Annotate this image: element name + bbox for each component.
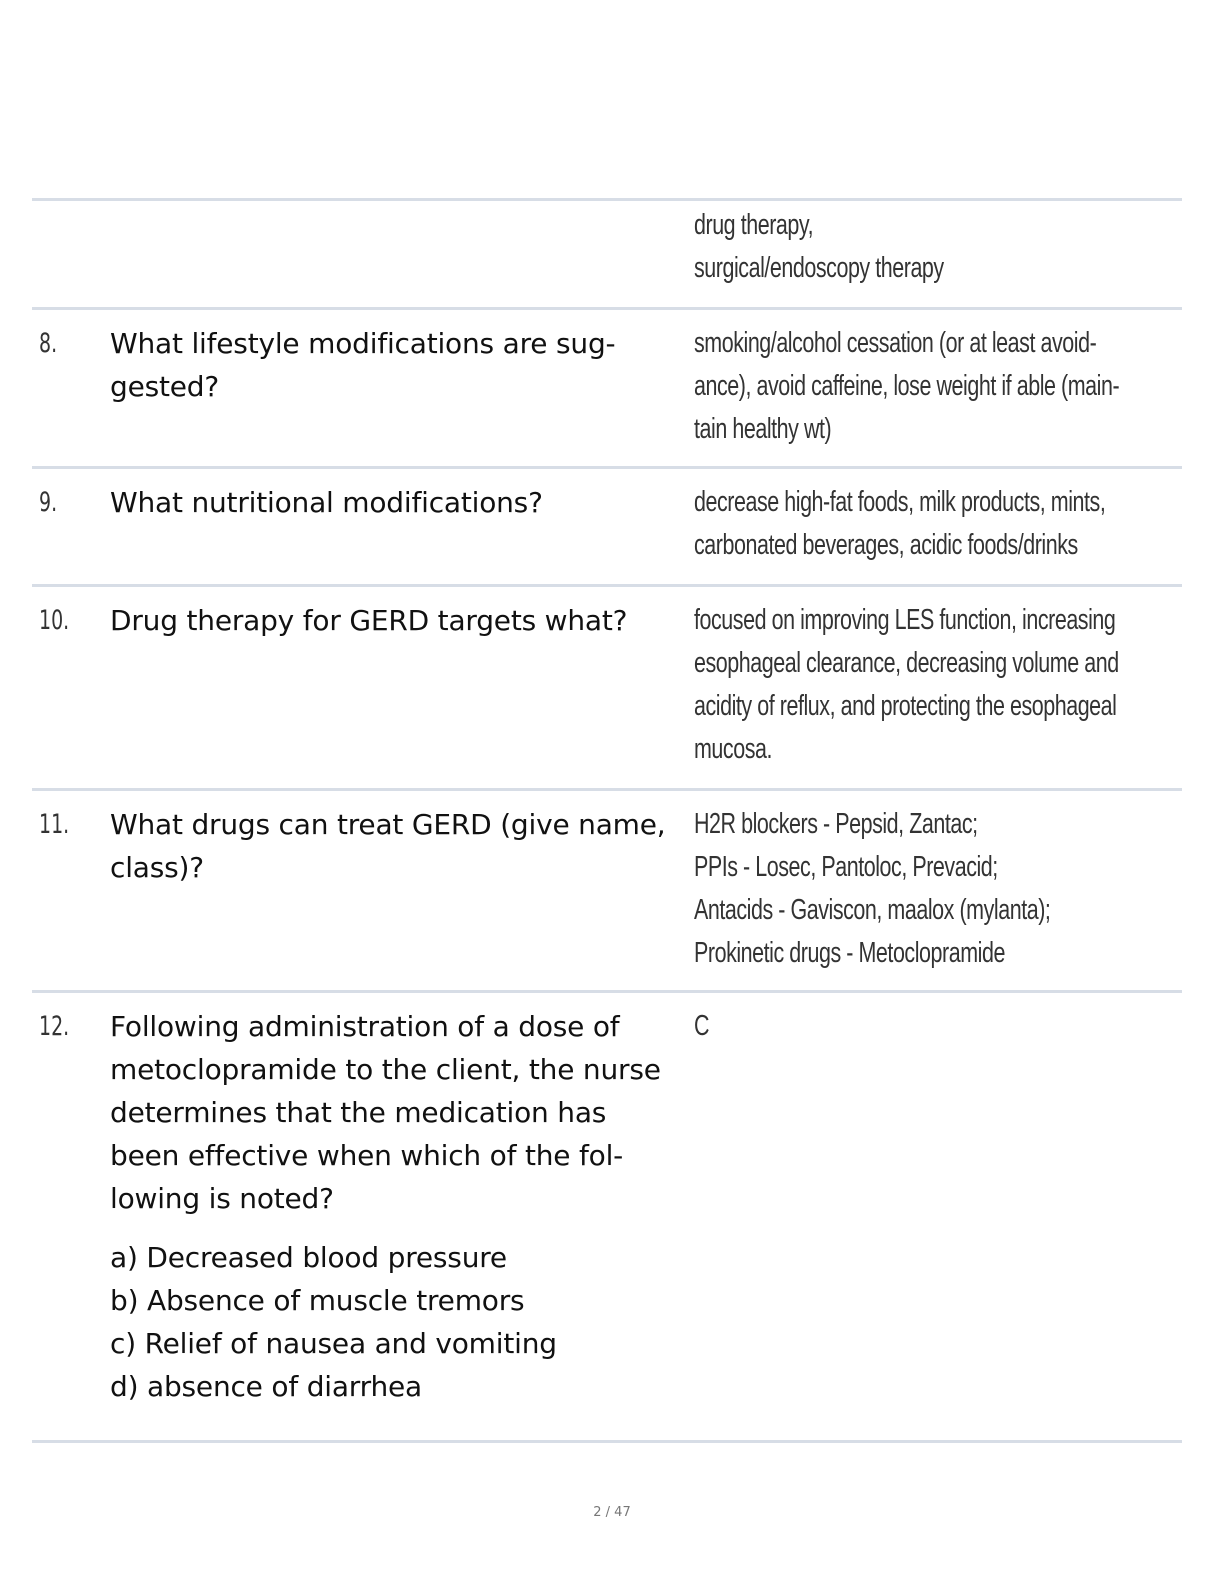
question-line: What nutritional modifications? [110,486,543,519]
question-line: Following administration of a dose of [110,1010,620,1043]
question-line: What lifestyle modifications are sug- [110,327,616,360]
row-number: 11. [39,809,70,840]
table-row [32,990,1182,1443]
question-line: lowing is noted? [110,1182,334,1215]
answer-text [694,993,1182,1440]
row-number: 10. [39,605,70,636]
table-row [32,584,1182,788]
answer-line: decrease high-fat foods, milk products, mints, [694,486,1106,518]
row-number: 9. [39,487,58,518]
table-row [32,198,1182,307]
answer-line: tain healthy wt) [694,413,832,445]
question-text [110,201,694,307]
question-text [110,587,694,788]
question-line: class)? [110,851,204,884]
answer-line: H2R blockers - Pepsid, Zantac; [694,808,978,840]
row-number: 12. [39,1011,70,1042]
question-text [110,469,694,584]
answer-options [110,1236,694,1408]
flashcard-table [32,198,1182,1443]
answer-line: focused on improving LES function, increasing [694,604,1116,636]
question-text [110,310,694,466]
question-text [110,791,694,990]
answer-text [694,469,1182,584]
answer-line: carbonated beverages, acidic foods/drinks [694,529,1078,561]
answer-line: ance), avoid caffeine, lose weight if able (main- [694,370,1120,402]
page-number: 2 / 47 [593,1505,631,1520]
question-line: determines that the medication has [110,1096,607,1129]
question-text [110,993,694,1440]
answer-line: Prokinetic drugs - Metoclopramide [694,937,1005,969]
table-row [32,466,1182,584]
option-b: b) Absence of muscle tremors [110,1284,525,1317]
answer-line: drug therapy, [694,209,814,241]
answer-text [694,791,1182,990]
option-a: a) Decreased blood pressure [110,1241,507,1274]
answer-line: esophageal clearance, decreasing volume and [694,647,1119,679]
answer-line: C [694,1010,710,1042]
answer-line: smoking/alcohol cessation (or at least avoid- [694,327,1097,359]
row-number [32,201,93,307]
answer-line: surgical/endoscopy therapy [694,252,944,284]
question-line: been effective when which of the fol- [110,1139,624,1172]
table-row [32,307,1182,466]
answer-text [694,201,1182,307]
question-line: gested? [110,370,220,403]
question-line: metoclopramide to the client, the nurse [110,1053,661,1086]
question-line: What drugs can treat GERD (give name, [110,808,666,841]
answer-line: acidity of reflux, and protecting the esophageal [694,690,1117,722]
table-row [32,788,1182,990]
question-line: Drug therapy for GERD targets what? [110,604,628,637]
answer-text [694,310,1182,466]
answer-line: mucosa. [694,733,773,765]
row-number: 8. [39,328,58,359]
option-c: c) Relief of nausea and vomiting [110,1327,557,1360]
answer-line: PPIs - Losec, Pantoloc, Prevacid; [694,851,998,883]
option-d: d) absence of diarrhea [110,1370,422,1403]
answer-line: Antacids - Gaviscon, maalox (mylanta); [694,894,1051,926]
answer-text [694,587,1182,788]
